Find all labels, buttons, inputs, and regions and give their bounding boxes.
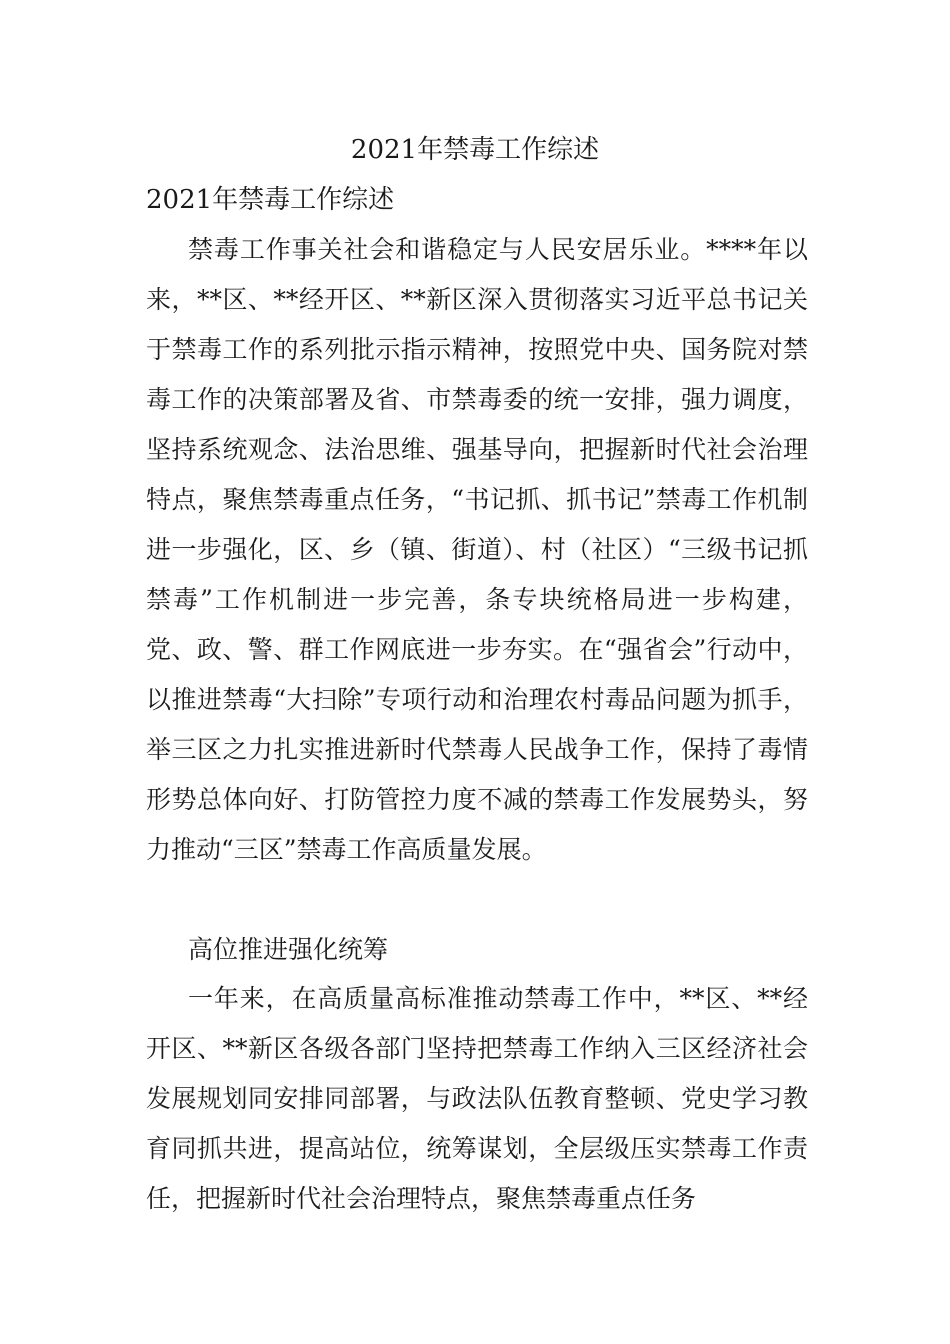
body-paragraph-section: 一年来，在高质量高标准推动禁毒工作中，**区、**经开区、**新区各级各部门坚持把禁毒工作纳入三区经济社会发展规划同安排同部署，与政法队伍教育整顿、党史学习教育同抓共进，提高站位，统筹谋划，全层级压实禁毒工作责任，把握新时代社会治理特点，聚焦禁毒重点任务: [146, 984, 808, 1213]
document-title: 2021年禁毒工作综述: [350, 135, 600, 165]
document-subtitle: 2021年禁毒工作综述: [146, 185, 395, 215]
section-heading: 高位推进强化统筹: [188, 935, 389, 964]
body-paragraph-intro: 禁毒工作事关社会和谐稳定与人民安居乐业。****年以来，**区、**经开区、**新区深入贯彻落实习近平总书记关于禁毒工作的系列批示指示精神，按照党中央、国务院对禁毒工作的决策部署及省、市禁毒委的统一安排，强力调度，坚持系统观念、法治思维、强基导向，把握新时代社会治理特点，聚焦禁毒重点任务，“书记抓、抓书记”禁毒工作机制进一步强化，区、乡（镇、街道）、村（社区）“三级书记抓禁毒”工作机制进一步完善，条专块统格局进一步构建，党、政、警、群工作网底进一步夯实。在“强省会”行动中，以推进禁毒“大扫除”专项行动和治理农村毒品问题为抓手，举三区之力扎实推进新时代禁毒人民战争工作，保持了毒情形势总体向好、打防管控力度不减的禁毒工作发展势头，努力推动“三区”禁毒工作高质量发展。: [146, 235, 808, 864]
